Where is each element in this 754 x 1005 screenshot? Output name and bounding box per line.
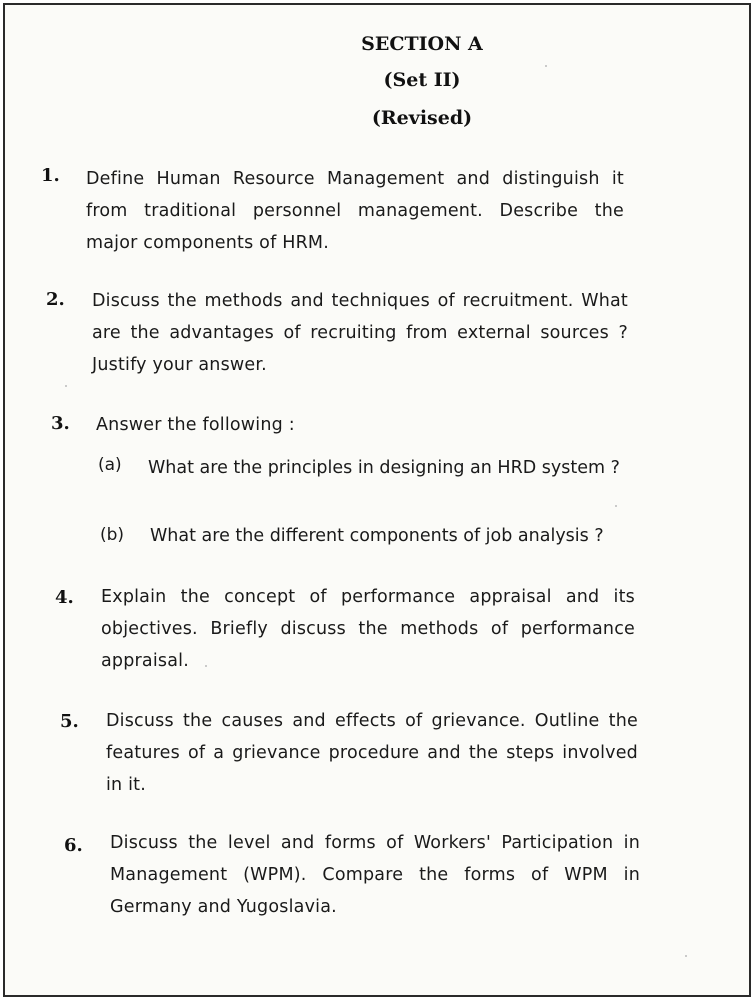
part-label: (b) — [100, 525, 125, 545]
set-label: (Set II) — [383, 69, 461, 91]
part-text: What are the principles in designing an HRD system ? — [148, 458, 620, 478]
question-number: 5. — [60, 711, 79, 732]
section-title: SECTION A — [361, 33, 483, 55]
question-text: Discuss the methods and techniques of recruitment. What are the advantages of recruiting from external sources ? Justify your answer. — [92, 291, 628, 375]
scan-speck — [615, 505, 617, 507]
question-number: 1. — [41, 165, 60, 186]
question-number: 2. — [46, 289, 65, 310]
question-text: Answer the following : — [96, 415, 295, 435]
question-text: Discuss the level and forms of Workers' Participation in Management (WPM). Compare the forms of WPM in Germany and Yugoslavia. — [110, 833, 640, 917]
question-number: 6. — [64, 835, 83, 856]
part-text: What are the different components of job analysis ? — [150, 526, 604, 546]
revised-label: (Revised) — [371, 107, 473, 129]
scan-speck — [205, 665, 207, 667]
question-text: Explain the concept of performance appraisal and its objectives. Briefly discuss the methods of performance appraisal. — [101, 587, 635, 671]
question-text: Define Human Resource Management and distinguish it from traditional personnel management. Describe the major components of HRM. — [86, 169, 624, 253]
part-label: (a) — [98, 455, 122, 475]
question-text: Discuss the causes and effects of grievance. Outline the features of a grievance procedure and the steps involved in it. — [106, 711, 638, 795]
exam-page — [3, 3, 751, 997]
question-number: 4. — [55, 587, 74, 608]
scan-speck — [685, 955, 687, 957]
scan-speck — [545, 65, 547, 67]
question-number: 3. — [51, 413, 70, 434]
scan-speck — [65, 385, 67, 387]
